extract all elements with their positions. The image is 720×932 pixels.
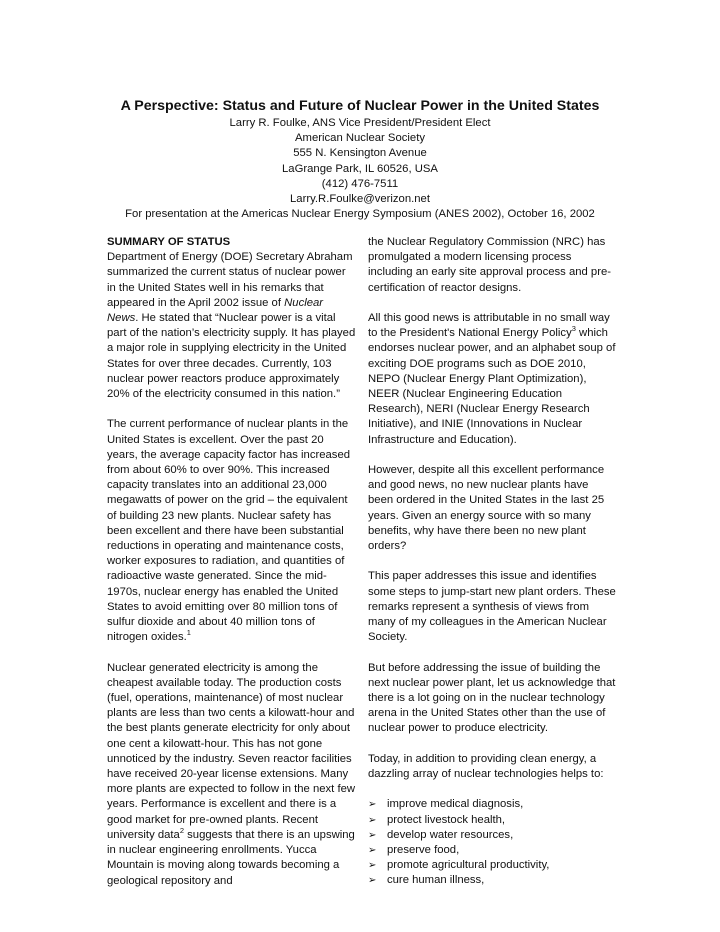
- paragraph: [368, 311, 616, 448]
- paragraph-text: which endorses nuclear power, and an alphabet soup of exciting DOE programs such as DOE 2010, NEPO (Nuclear Energy Plant Optimization), NEER (Nuclear Engineering Education Research), NERI (Nuclear Energy Research Initiative), and INIE (Innovations in Nuclear Infrastructure and Education).: [368, 327, 616, 446]
- right-column: [368, 235, 616, 889]
- list-item: [368, 813, 616, 828]
- organization: American Nuclear Society: [295, 132, 425, 145]
- arrow-bullet-icon: ➢: [368, 814, 377, 826]
- author-line: Larry R. Foulke, ANS Vice President/President Elect: [229, 117, 491, 129]
- paragraph-text: Department of Energy (DOE) Secretary Abraham summarized the current status of nuclear power in the United States well in his remarks that appeared in the April 2002 issue of: [107, 251, 353, 309]
- list-item-text: preserve food,: [387, 844, 460, 857]
- footnote-ref: 2: [179, 825, 185, 835]
- paragraph: Today, in addition to providing clean energy, a dazzling array of nuclear technologies helps to:: [368, 752, 604, 781]
- phone-number: (412) 476-7511: [321, 177, 399, 190]
- paragraph-text: suggests that there is an upswing in nuclear engineering enrollments. Yucca Mountain is moving along towards becoming a geological repository and: [107, 828, 355, 887]
- paragraph-text: All this good news is attributable in no small way to the President's National Energy Policy: [368, 312, 610, 340]
- section-heading: SUMMARY OF STATUS: [107, 236, 231, 248]
- list-item-text: protect livestock health,: [387, 813, 506, 826]
- city-address: LaGrange Park, IL 60526, USA: [282, 162, 438, 175]
- paragraph: [107, 661, 357, 889]
- paragraph: But before addressing the issue of building the next nuclear power plant, let us acknowledge that there is a lot going on in the nuclear technology arena in the United States other than the use of nuclear power to produce electricity.: [368, 661, 616, 735]
- paper-title: A Perspective: Status and Future of Nuclear Power in the United States: [120, 98, 600, 114]
- paragraph: This paper addresses this issue and identifies some steps to jump-start new plant orders. These remarks represent a synthesis of views from many of my colleagues in the American Nuclear Society.: [368, 570, 616, 644]
- arrow-bullet-icon: ➢: [368, 829, 377, 841]
- list-item: [368, 797, 616, 812]
- paragraph-text: Nuclear generated electricity is among the cheapest available today. The production costs (fuel, operations, maintenance) of most nuclear plants are less than two cents a kilowatt-hour and the best plants generate electricity for only about one cent a kilowatt-hour. This has not gone unnoticed by the industry. Seven reactor facilities have received 20-year license extensions. Many more plants are expected to follow in the next few years. Performance is excellent and there is a good market for pre-owned plants. Recent university data: [107, 661, 356, 841]
- journal-name: Nuclear News: [107, 296, 324, 325]
- list-item-text: develop water resources,: [387, 828, 514, 841]
- email-address: Larry.R.Foulke@verizon.net: [290, 193, 430, 206]
- list-item: [368, 873, 616, 888]
- arrow-bullet-icon: ➢: [368, 875, 377, 887]
- arrow-bullet-icon: ➢: [368, 845, 377, 857]
- list-item: [368, 843, 616, 858]
- list-item-text: promote agricultural productivity,: [387, 859, 550, 872]
- paper-header: [0, 97, 720, 222]
- paragraph: [107, 250, 357, 402]
- paragraph-text: . He stated that “Nuclear power is a vital part of the nation’s electricity supply. It has played a major role in supplying electricity in the United States for over three decades. Currently, 103 nuclear power reactors produce approximately 20% of the electricity consumed in this nation.”: [107, 312, 356, 401]
- list-item-text: cure human illness,: [387, 874, 485, 887]
- paragraph-text: The current performance of nuclear plants in the United States is excellent. Over the past 20 years, the average capacity factor has increased from about 60% to over 90%. This increased capacity translates into an additional 23,000 megawatts of power on the grid – the equivalent of building 23 new plants. Nuclear safety has been excellent and there have been substantial reductions in operating and maintenance costs, worker exposures to radiation, and quantities of radioactive waste generated. Since the mid-1970s, nuclear energy has enabled the United States to avoid emitting over 80 million tons of sulfur dioxide and about 40 million tons of nitrogen oxides.: [107, 418, 351, 644]
- list-item: [368, 828, 616, 843]
- arrow-bullet-icon: ➢: [368, 799, 377, 811]
- paragraph: However, despite all this excellent performance and good news, no new nuclear plants have been ordered in the United States in the last 25 years. Given an energy source with so many benefits, why have there been no new plant orders?: [368, 464, 605, 553]
- paragraph: [107, 417, 357, 645]
- footnote-ref: 3: [571, 324, 576, 334]
- bullet-list: [368, 797, 616, 888]
- list-item-text: improve medical diagnosis,: [387, 798, 524, 811]
- footnote-ref: 1: [186, 628, 191, 638]
- arrow-bullet-icon: ➢: [368, 860, 377, 872]
- left-column: [107, 235, 357, 889]
- paragraph: the Nuclear Regulatory Commission (NRC) has promulgated a modern licensing process including an early site approval process and pre-certification of reactor designs.: [368, 236, 612, 294]
- street-address: 555 N. Kensington Avenue: [293, 147, 427, 160]
- list-item: [368, 858, 616, 873]
- presentation-note: For presentation at the Americas Nuclear Energy Symposium (ANES 2002), October 16, 2002: [125, 208, 595, 221]
